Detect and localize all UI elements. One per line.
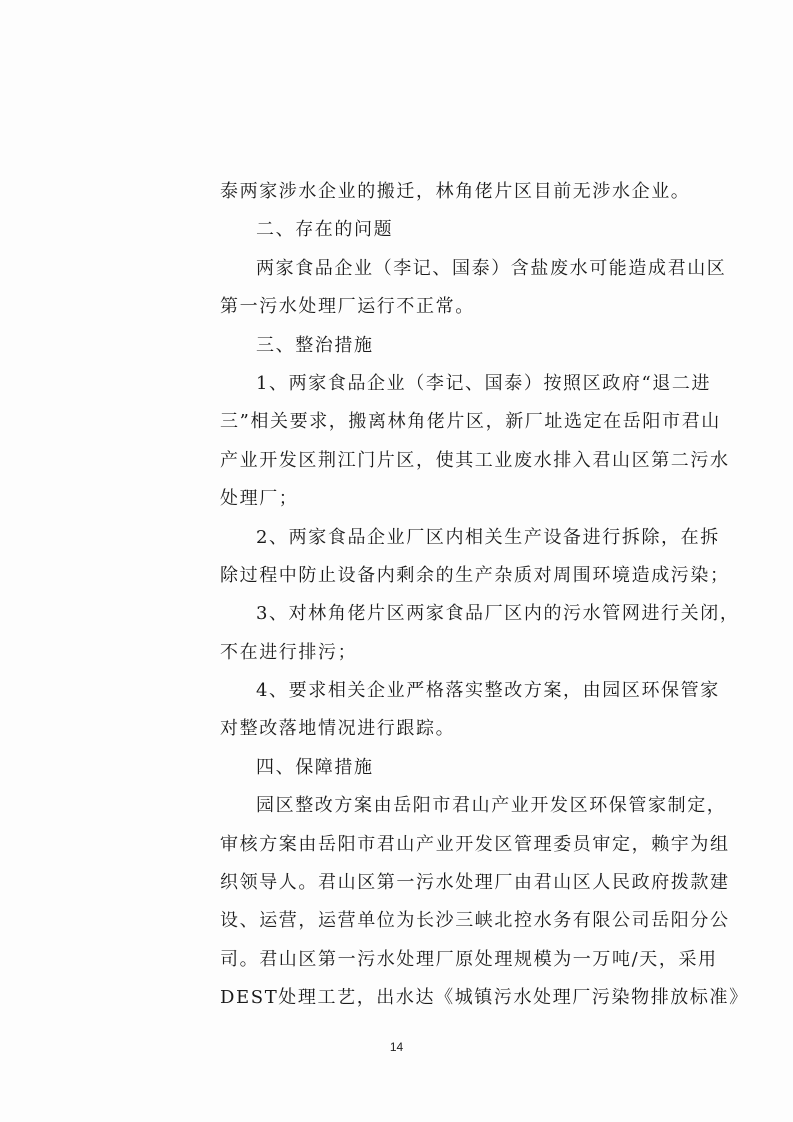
text-line-7: 三”相关要求，搬离林角佬片区，新厂址选定在岳阳市君山 xyxy=(220,411,721,433)
text-line-4: 第一污水处理厂运行不正常。 xyxy=(220,296,475,318)
text-line-8: 产业开发区荆江门片区，使其工业废水排入君山区第二污水 xyxy=(220,449,730,471)
text-line-17: 园区整改方案由岳阳市君山产业开发区环保管家制定， xyxy=(256,795,727,817)
text-line-21: 司。君山区第一污水处理厂原处理规模为一万吨/天，采用 xyxy=(220,948,718,970)
page-number: 14 xyxy=(389,1040,404,1054)
section-heading-safeguards: 四、保障措施 xyxy=(256,756,374,778)
text-line-3: 两家食品企业（李记、国泰）含盐废水可能造成君山区 xyxy=(256,257,727,279)
section-heading-measures: 三、整治措施 xyxy=(256,334,374,356)
document-body xyxy=(220,173,749,1018)
text-line-12: 3、对林角佬片区两家食品厂区内的污水管网进行关闭， xyxy=(256,603,740,625)
text-line-18: 审核方案由岳阳市君山产业开发区管理委员审定，赖宇为组 xyxy=(220,833,730,855)
text-line-19: 织领导人。君山区第一污水处理厂由君山区人民政府拨款建 xyxy=(220,872,730,894)
text-line-22: DEST处理工艺，出水达《城镇污水处理厂污染物排放标准》 xyxy=(220,987,749,1009)
text-line-13: 不在进行排污； xyxy=(220,641,358,663)
text-line-14: 4、要求相关企业严格落实整改方案，由园区环保管家 xyxy=(256,680,720,702)
text-line-9: 处理厂； xyxy=(220,488,299,510)
text-line-10: 2、两家食品企业厂区内相关生产设备进行拆除，在拆 xyxy=(256,526,720,548)
text-line-1: 泰两家涉水企业的搬迁，林角佬片区目前无涉水企业。 xyxy=(220,181,691,202)
section-heading-issues: 二、存在的问题 xyxy=(256,219,394,241)
text-line-6: 1、两家食品企业（李记、国泰）按照区政府“退二进 xyxy=(256,372,712,394)
text-line-20: 设、运营，运营单位为长沙三峡北控水务有限公司岳阳分公 xyxy=(220,910,730,932)
text-line-11: 除过程中防止设备内剩余的生产杂质对周围环境造成污染； xyxy=(220,564,730,586)
text-line-15: 对整改落地情况进行跟踪。 xyxy=(220,718,456,740)
